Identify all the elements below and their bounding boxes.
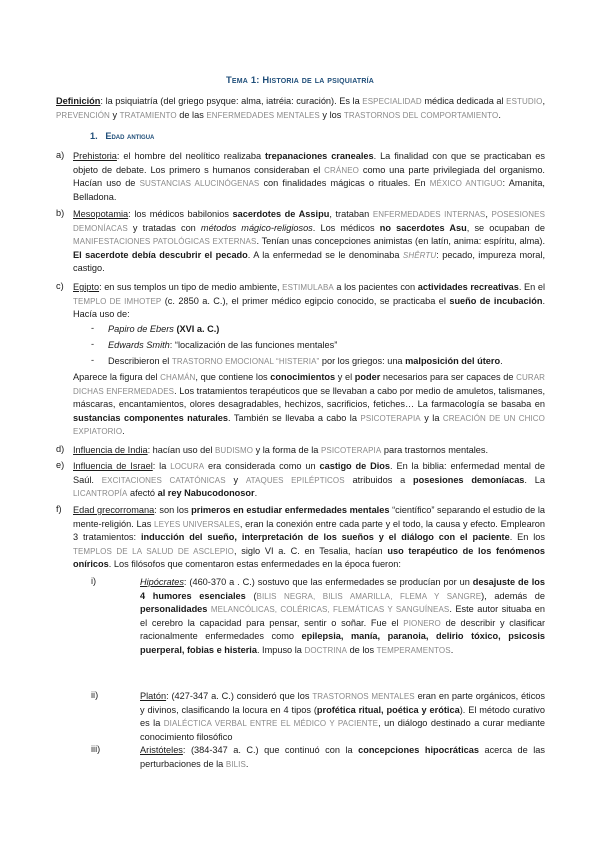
definition-paragraph: Definición: la psiquiatría (del griego psyque: alma, iatréia: curación). Es la ESPECIALIDAD médica dedicada al ESTUDIO, PREVENCIÓN y TRATAMIENTO de las ENFERMEDADES MENTALES y los TRASTORNOS DEL COMPORTAMIENTO. (56, 96, 545, 120)
bullet-item: Describieron el TRASTORNO EMOCIONAL “HISTERIA” por los griegos: una malposición del útero. (108, 356, 503, 366)
page-title: Tema 1: Historia de la psiquiatría (225, 74, 375, 85)
sub-item-hipocrates: Hipócrates: (460-370 a . C.) sostuvo que las enfermedades se producían por un desajuste de los 4 humores esenciales (BILIS NEGRA, BILIS AMARILLA, FLEMA Y SANGRE), además de personalidades MELANCÓLICAS, COLÉRICAS, FLEMÁTICAS Y SANGUÍNEAS. Este autor situaba en el cerebro la capacidad para pensar, sentir o soñar. Fue el PIONERO de describir y clasificar racionalmente enfermedades como epilepsia, manía, paranoia, delirio tóxico, psicosis puerperal, fobias e histeria. Impuso la DOCTRINA de los TEMPERAMENTOS. (140, 577, 546, 655)
list-item-israel: Influencia de Israel: la LOCURA era considerada como un castigo de Dios. En la biblia: enfermedad mental de Saúl. EXCITACIONES CATATÓNICAS y ATAQUES EPILÉPTICOS atribuidos a posesiones demoníacas. La LICANTROPÍA afectó al rey Nabucodonosor. (73, 461, 545, 499)
sub-list-marker: ii) (91, 690, 99, 700)
list-marker: e) (56, 460, 65, 470)
bullet-item: Edwards Smith: “localización de las funciones mentales” (108, 340, 338, 350)
section-heading: 1. Edad antigua (90, 131, 155, 141)
definition-label: Definición (56, 96, 101, 106)
bullet-item: Papiro de Ebers (XVI a. C.) (108, 324, 220, 334)
bullet-dash: - (91, 339, 95, 349)
egipto-continuation: Aparece la figura del CHAMÁN, que contiene los conocimientos y el poder necesarios para ser capaces de CURAR DICHAS ENFERMEDADES. Los tratamientos terapéuticos que se llevaban a cabo por medio de amuletos, talismanes, máscaras, encantamientos, olores desagradables, hechizos, sacrificios, fetiches… La farmacología se basaba en sustancias componentes naturales. También se llevaba a cabo la PSICOTERAPIA y la CREACIÓN DE UN CHICO EXPIATORIO. (73, 372, 546, 437)
list-marker: c) (56, 281, 64, 291)
sub-list-marker: i) (91, 576, 97, 586)
list-item-egipto: Egipto: en sus templos un tipo de medio ambiente, ESTIMULABA a los pacientes con actividades recreativas. En el TEMPLO DE IMHOTEP (c. 2850 a. C.), el primer médico egipcio conocido, se practicaba el sueño de incubación. Hacía uso de: (73, 282, 546, 320)
list-item-mesopotamia: Mesopotamia: los médicos babilonios sacerdotes de Assipu, trataban ENFERMEDADES INTERNAS, POSESIONES DEMONÍACAS y tratadas con métodos mágico-religiosos. Los médicos no sacerdotes Asu, se ocupaban de MANIFESTACIONES PATOLÓGICAS EXTERNAS. Tenían unas concepciones animistas (en latín, anima: espíritu, alma). El sacerdote debía descubrir el pecado. A la enfermedad se le denominaba SHÊRTU: pecado, impureza moral, castigo. (73, 209, 546, 274)
list-item-grecorromana: Edad grecorromana: son los primeros en estudiar enfermedades mentales “científico” separando el estudio de la mente-religión. Las LEYES UNIVERSALES, eran la conexión entre cada parte y el todo, la causa y efecto. Emplearon 3 tratamientos: inducción del sueño, interpretación de los sueños y el diálogo con el paciente. En los TEMPLOS DE LA SALUD DE ASCLEPIO, siglo VI a. C. en Tesalia, hacían uso terapéutico de los fenómenos oníricos. Los filósofos que comentaron estas enfermedades en la época fueron: (73, 505, 546, 570)
list-marker: a) (56, 150, 65, 160)
list-item-india: Influencia de India: hacían uso del BUDISMO y la forma de la PSICOTERAPIA para trastornos mentales. (73, 445, 489, 455)
sub-item-platon: Platón: (427-347 a. C.) consideró que los TRASTORNOS MENTALES eran en parte orgánicos, éticos y divinos, clasificando la locura en 4 tipos (profética ritual, poética y erótica). El método curativo es la DIALÉCTICA VERBAL ENTRE EL MÉDICO Y PACIENTE, un diálogo destinado a curar mediante conocimiento filosófico (140, 691, 545, 742)
bullet-dash: - (91, 323, 95, 333)
bullet-dash: - (91, 355, 95, 365)
sub-item-aristoteles: Aristóteles: (384-347 a. C.) que continuó con la concepciones hipocráticas acerca de las perturbaciones de la BILIS. (140, 745, 545, 769)
sub-list-marker: iii) (91, 744, 101, 754)
list-marker: b) (56, 208, 65, 218)
list-marker: d) (56, 444, 65, 454)
list-item-prehistoria: Prehistoria: el hombre del neolítico realizaba trepanaciones craneales. La finalidad con que se practicaban es objeto de debate. Los primero s humanos consideraban el CRÁNEO como una parte privilegiada del organismo. Hacían uso de SUSTANCIAS ALUCINÓGENAS con finalidades mágicas o rituales. En MÉXICO ANTIGUO: Amanita, Belladona. (73, 151, 546, 202)
list-marker: f) (56, 504, 62, 514)
